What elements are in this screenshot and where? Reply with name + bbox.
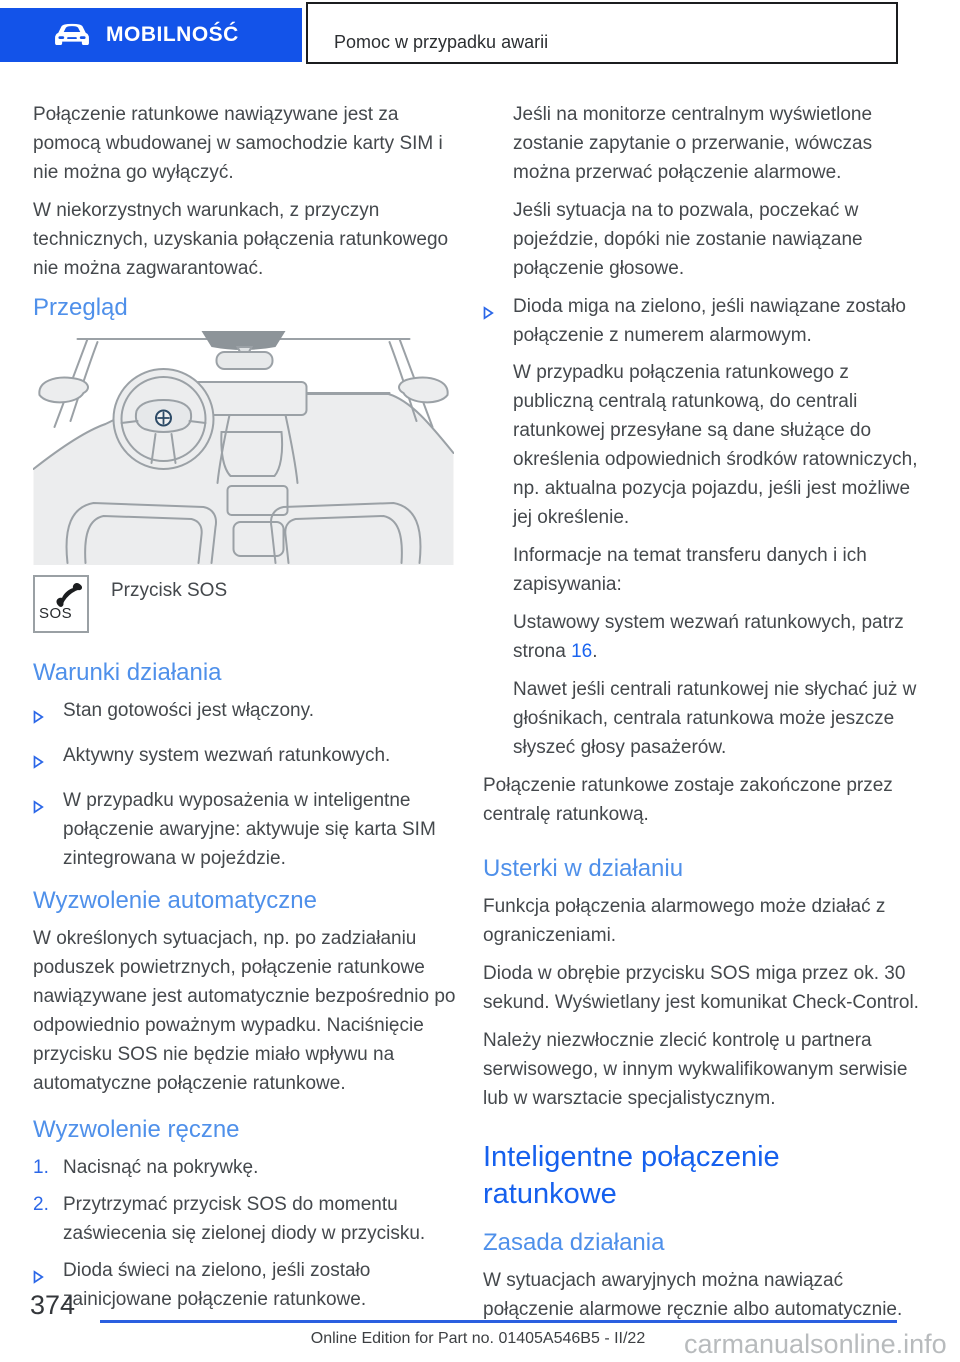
triangle-right-icon <box>33 741 63 778</box>
page-reference-link[interactable]: 16 <box>571 641 593 662</box>
triangle-right-icon <box>33 786 63 873</box>
list-item-text: Stan gotowości jest włączony. <box>63 700 314 721</box>
crosshair-location-icon <box>156 411 171 426</box>
car-front-icon <box>54 21 90 49</box>
link-para-before: Ustawowy system wezwań ratunkowych, patrz strona <box>513 612 904 662</box>
paragraph: W określonych sytuacjach, np. po zadziałaniu poduszek powietrznych, połączenie ratunkowe nawiązywane jest automatycznie bezpośrednio po odpowiednio poważnym wypadku. Naciśnięcie przycisku SOS nie będzie miało wpływu na automatyczne połączenie ratunkowe. <box>33 928 456 1094</box>
sos-button-symbol <box>33 575 89 633</box>
list-item <box>33 786 470 873</box>
section-heading-conditions: Warunki działania <box>33 659 222 686</box>
left-column <box>33 96 470 1322</box>
step-text: Nacisnąć na pokrywkę. <box>63 1157 259 1178</box>
paragraph: W przypadku połączenia ratunkowego z publiczną centralą ratunkową, do centrali ratunkowej przesyłane są dane służące do określenia odpowiednich środków ratowniczych, np. aktualna pozycja pojazdu, jeśli jest możliwe jej określenie. <box>513 362 918 528</box>
sos-button-label: SOS <box>39 605 73 622</box>
paragraph: Informacje na temat transferu danych i ich zapisywania: <box>513 545 867 595</box>
car-interior-illustration <box>33 331 454 565</box>
list-item <box>483 292 920 350</box>
phone-handset-icon <box>52 580 86 610</box>
paragraph: Połączenie ratunkowe zostaje zakończone przez centralę ratunkową. <box>483 775 893 825</box>
list-item <box>33 741 470 778</box>
numbered-step <box>33 1153 470 1182</box>
link-para-after: . <box>592 641 598 662</box>
paragraph: W sytuacjach awaryjnych można nawiązać połączenie alarmowe ręcznie albo automatycznie. <box>483 1270 903 1320</box>
section-heading-principle: Zasada działania <box>483 1229 665 1256</box>
paragraph: Jeśli na monitorze centralnym wyświetlone zostanie zapytanie o przerwanie, wówczas można przerwać połączenie alarmowe. <box>513 104 873 183</box>
edition-note: Online Edition for Part no. 01405A546B5 - II/22 <box>310 1330 646 1347</box>
paragraph: Połączenie ratunkowe nawiązywane jest za pomocą wbudowanej w samochodzie karty SIM i nie można go wyłączyć. <box>33 104 443 183</box>
section-heading-overview: Przegląd <box>33 294 128 321</box>
watermark: carmanualsonline.info <box>684 1329 947 1359</box>
paragraph: W niekorzystnych warunkach, z przyczyn technicznych, uzyskania połączenia ratunkowego nie można zagwarantować. <box>33 200 449 279</box>
chapter-banner <box>0 8 302 62</box>
triangle-right-icon <box>483 292 513 350</box>
chapter-heading-intelligent: Inteligentne połączenie ratunkowe <box>483 1141 780 1210</box>
paragraph: Nawet jeśli centrali ratunkowej nie słychać już w głośnikach, centrala ratunkowa może jeszcze słyszeć głosy pasażerów. <box>513 679 917 758</box>
sos-caption: Przycisk SOS <box>111 580 228 601</box>
list-item-text: Dioda świeci na zielono, jeśli zostało zainicjowane połączenie ratunkowe. <box>63 1260 371 1310</box>
page-number: 374 <box>30 1290 76 1320</box>
sos-legend-row <box>33 575 470 633</box>
numbered-step <box>33 1190 470 1248</box>
paragraph: Dioda w obrębie przycisku SOS miga przez ok. 30 sekund. Wyświetlany jest komunikat Check-Control. <box>483 963 919 1013</box>
page-title: Pomoc w przypadku awarii <box>334 32 549 52</box>
section-heading-automatic: Wyzwolenie automatyczne <box>33 887 317 914</box>
section-heading-manual: Wyzwolenie ręczne <box>33 1116 240 1143</box>
paragraph: Należy niezwłocznie zlecić kontrolę u partnera serwisowego, w innym wykwalifikowanym serwisie lub w warsztacie specjalistycznym. <box>483 1030 908 1109</box>
footer-rule <box>100 1320 897 1323</box>
paragraph: Funkcja połączenia alarmowego może działać z ograniczeniami. <box>483 896 886 946</box>
list-item-text: Aktywny system wezwań ratunkowych. <box>63 745 391 766</box>
step-number: 1. <box>33 1157 49 1178</box>
step-number: 2. <box>33 1194 49 1215</box>
section-heading-faults: Usterki w działaniu <box>483 855 684 882</box>
list-item-text: W przypadku wyposażenia w inteligentne połączenie awaryjne: aktywuje się karta SIM zintegrowana w pojeździe. <box>63 790 436 869</box>
paragraph: Jeśli sytuacja na to pozwala, poczekać w pojeździe, dopóki nie zostanie nawiązane połączenie głosowe. <box>513 200 863 279</box>
paragraph-with-link <box>483 608 920 666</box>
page-title-box <box>306 2 898 64</box>
list-item-text: Dioda miga na zielono, jeśli nawiązane zostało połączenie z numerem alarmowym. <box>513 296 906 346</box>
list-item <box>33 696 470 733</box>
triangle-right-icon <box>33 696 63 733</box>
right-column <box>483 96 920 1333</box>
step-text: Przytrzymać przycisk SOS do momentu zaświecenia się zielonej diody w przycisku. <box>63 1194 426 1244</box>
chapter-label: MOBILNOŚĆ <box>106 23 239 46</box>
list-item <box>33 1256 470 1314</box>
